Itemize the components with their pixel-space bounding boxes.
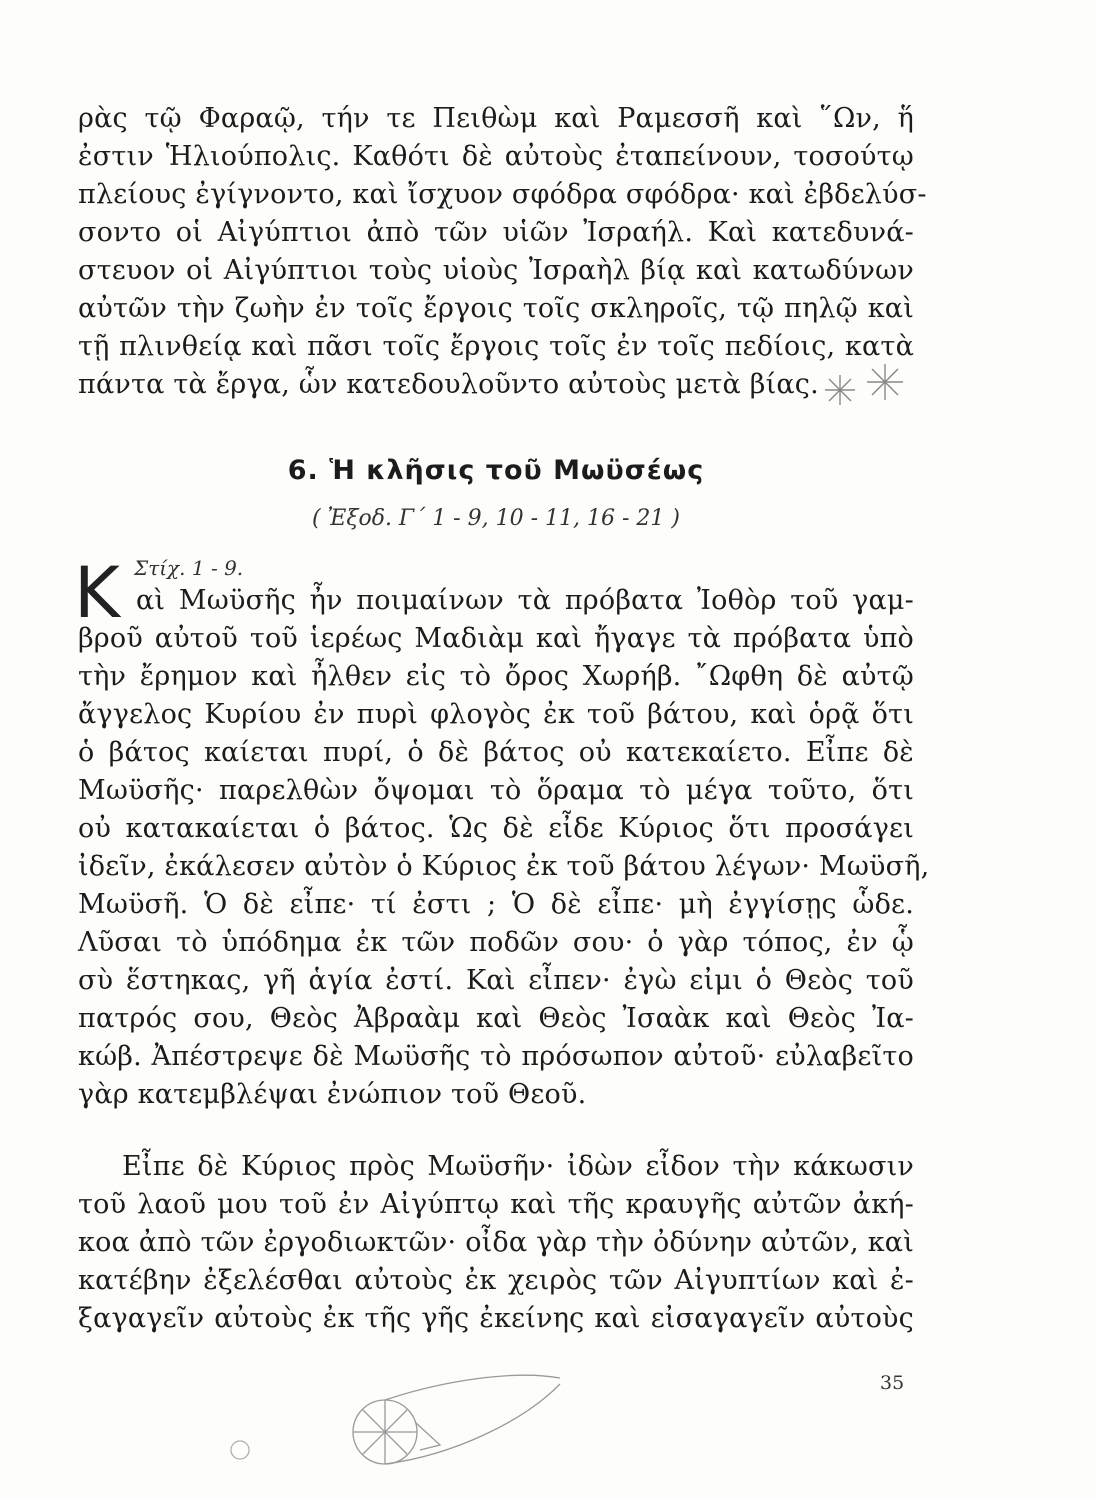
text-line: Μωϋσῆς· παρελθὼν ὄψομαι τὸ ὅραμα τὸ μέγα τοῦτο, ὅτι — [78, 775, 914, 806]
text-line: οὐ κατακαίεται ὁ βάτος. Ὡς δὲ εἶδε Κύριος ὅτι προσάγει — [78, 813, 914, 844]
text-line: αὶ Μωϋσῆς ἦν ποιμαίνων τὰ πρόβατα Ἰοθὸρ τοῦ γαμ- — [136, 585, 914, 616]
text-line: κατέβην ἐξελέσθαι αὐτοὺς ἐκ χειρὸς τῶν Αἰγυπτίων καὶ ἐ- — [78, 1265, 914, 1296]
text-line: τοῦ λαοῦ μου τοῦ ἐν Αἰγύπτῳ καὶ τῆς κραυγῆς αὐτῶν ἀκή- — [78, 1189, 914, 1220]
paragraph-last — [78, 1148, 914, 1338]
paragraph-top — [78, 100, 927, 404]
text-line: πλείους ἐγίγνοντο, καὶ ἴσχυον σφόδρα σφόδρα· καὶ ἐβδελύσ- — [78, 179, 927, 210]
text-line: ἐστιν Ἡλιούπολις. Καθότι δὲ αὐτοὺς ἐταπείνουν, τοσούτῳ — [78, 141, 914, 172]
text-line: βροῦ αὐτοῦ τοῦ ἱερέως Μαδιὰμ καὶ ἤγαγε τὰ πρόβατα ὑπὸ — [78, 623, 914, 654]
text-line: τῇ πλινθείᾳ καὶ πᾶσι τοῖς ἔργοις τοῖς ἐν τοῖς πεδίοις, κατὰ — [78, 331, 914, 362]
text-line: στευον οἱ Αἰγύπτιοι τοὺς υἱοὺς Ἰσραὴλ βίᾳ καὶ κατωδύνων — [78, 255, 914, 286]
page-number: 35 — [880, 1372, 905, 1394]
verse-label: Στίχ. 1 - 9. — [134, 556, 244, 580]
text-line: κώβ. Ἀπέστρεψε δὲ Μωϋσῆς τὸ πρόσωπον αὐτοῦ· εὐλαβεῖτο — [78, 1041, 914, 1072]
pencil-small-doodle — [220, 1430, 260, 1470]
text-line: ρὰς τῷ Φαραῷ, τήν τε Πειθὼμ καὶ Ραμεσσῆ καὶ ῞Ων, ἥ — [78, 103, 914, 134]
text-line: Εἶπε δὲ Κύριος πρὸς Μωϋσῆν· ἰδὼν εἶδον τὴν κάκωσιν — [122, 1151, 914, 1182]
text-line: αὐτῶν τὴν ζωὴν ἐν τοῖς ἔργοις τοῖς σκληροῖς, τῷ πηλῷ καὶ — [78, 293, 914, 324]
text-line: Μωϋσῆ. Ὁ δὲ εἶπε· τί ἐστι ; Ὁ δὲ εἶπε· μὴ ἐγγίσῃς ὧδε. — [78, 889, 914, 920]
text-line: τὴν ἔρημον καὶ ἦλθεν εἰς τὸ ὄρος Χωρήβ. ῎Ωφθη δὲ αὐτῷ — [78, 661, 914, 692]
text-line: κοα ἀπὸ τῶν ἐργοδιωκτῶν· οἶδα γὰρ τὴν ὀδύνην αὐτῶν, καὶ — [78, 1227, 914, 1258]
section-reference: ( Ἐξοδ. Γ΄ 1 - 9, 10 - 11, 16 - 21 ) — [312, 506, 680, 531]
text-line: σοντο οἱ Αἰγύπτιοι ἀπὸ τῶν υἱῶν Ἰσραήλ. Καὶ κατεδυνά- — [78, 217, 914, 248]
text-line: ἄγγελος Κυρίου ἐν πυρὶ φλογὸς ἐκ τοῦ βάτου, καὶ ὁρᾷ ὅτι — [78, 699, 914, 730]
text-line: σὺ ἕστηκας, γῆ ἁγία ἐστί. Καὶ εἶπεν· ἐγὼ εἰμι ὁ Θεὸς τοῦ — [78, 965, 914, 996]
section-heading: 6. Ἡ κλῆσις τοῦ Μωϋσέως — [287, 455, 705, 486]
text-line: πατρός σου, Θεὸς Ἀβραὰμ καὶ Θεὸς Ἰσαὰκ καὶ Θεὸς Ἰα- — [78, 1003, 914, 1034]
pencil-sketch-doodle — [345, 1360, 575, 1480]
text-line: πάντα τὰ ἔργα, ὧν κατεδουλοῦντο αὐτοὺς μετὰ βίας. — [78, 369, 819, 400]
drop-cap: Κ — [74, 552, 120, 634]
paragraph-verses — [78, 582, 930, 1114]
text-line: ὁ βάτος καίεται πυρί, ὁ δὲ βάτος οὐ κατεκαίετο. Εἶπε δὲ — [78, 737, 914, 768]
text-line: γὰρ κατεμβλέψαι ἐνώπιον τοῦ Θεοῦ. — [78, 1079, 587, 1110]
text-line: ἰδεῖν, ἐκάλεσεν αὐτὸν ὁ Κύριος ἐκ τοῦ βάτου λέγων· Μωϋσῆ, — [78, 851, 930, 882]
text-line: ξαγαγεῖν αὐτοὺς ἐκ τῆς γῆς ἐκείνης καὶ εἰσαγαγεῖν αὐτοὺς — [78, 1303, 914, 1334]
text-line: Λῦσαι τὸ ὑπόδημα ἐκ τῶν ποδῶν σου· ὁ γὰρ τόπος, ἐν ᾧ — [78, 927, 914, 958]
